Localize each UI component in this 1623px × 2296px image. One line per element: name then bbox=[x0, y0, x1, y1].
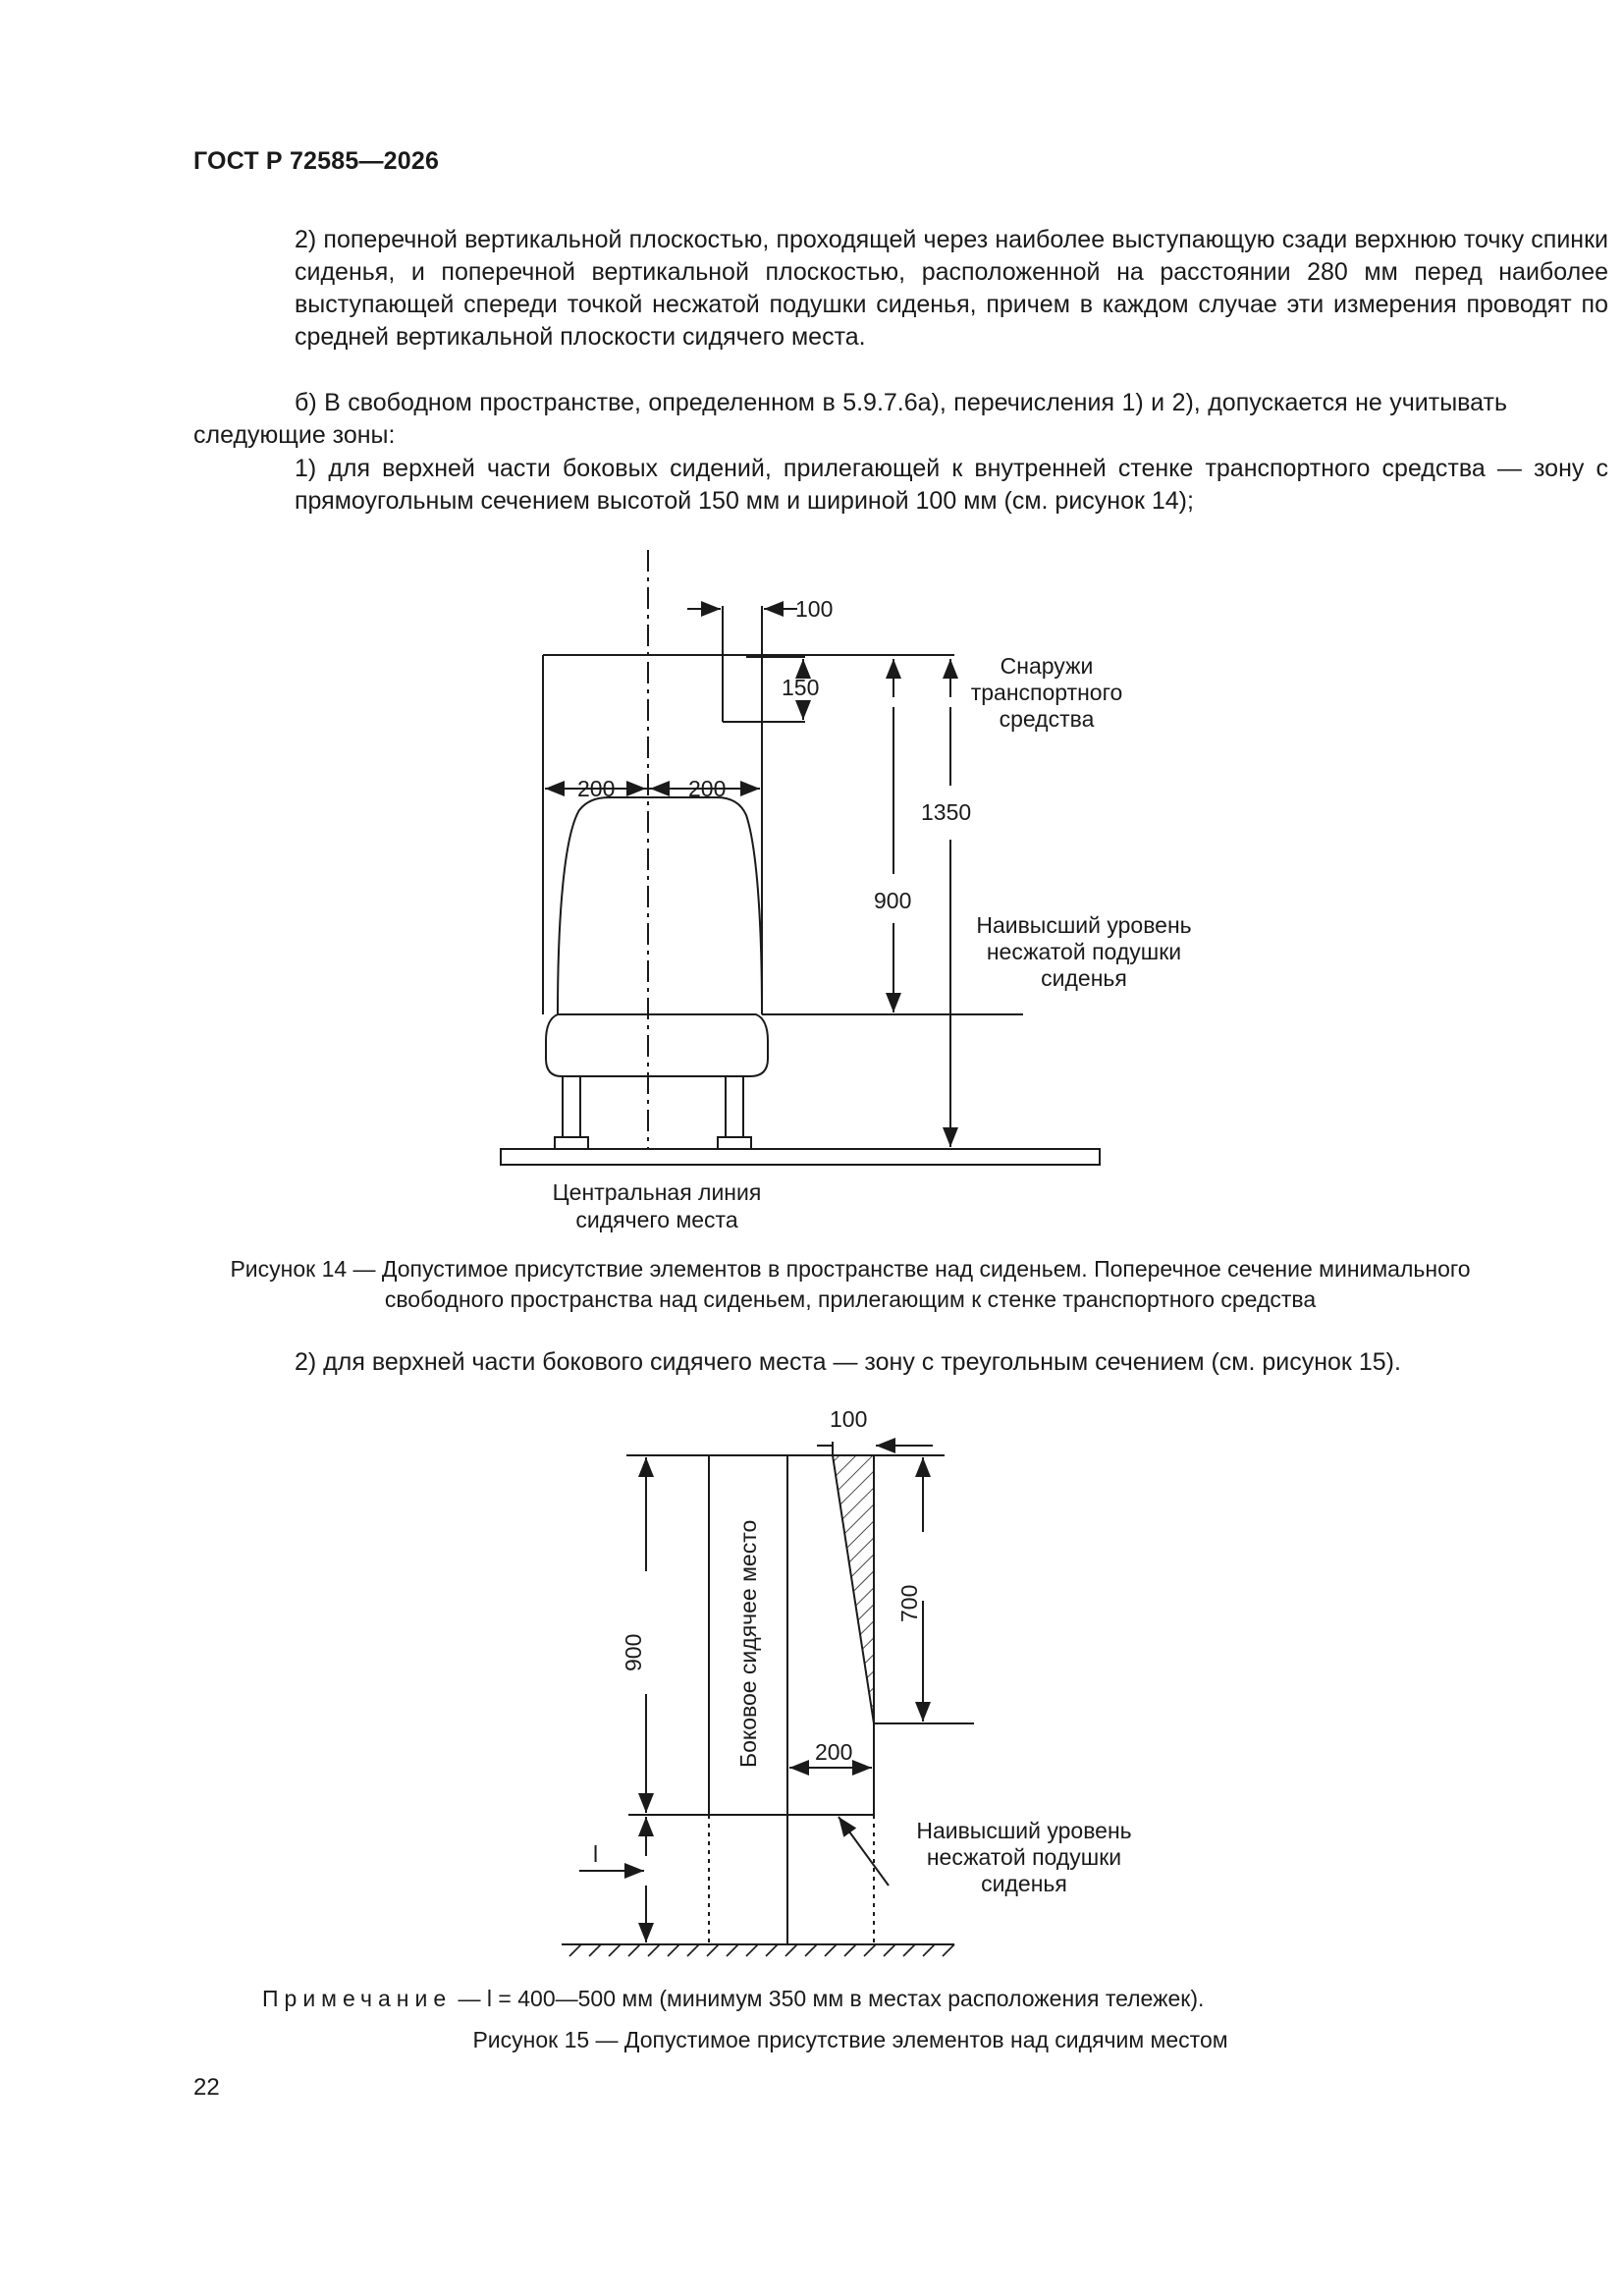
svg-text:транспортного: транспортного bbox=[970, 680, 1123, 705]
figure-15 bbox=[0, 1394, 1623, 1964]
fig15-dim-l: l bbox=[593, 1841, 599, 1867]
seat-back bbox=[558, 797, 762, 1014]
fig14-dim-1350: 1350 bbox=[921, 799, 972, 825]
note-text: — l = 400—500 мм (минимум 350 мм в местах расположения тележек). bbox=[452, 1986, 1205, 2011]
paragraph-rectangular-zone: 1) для верхней части боковых сидений, прилегающей к внутренней стенке транспортного средства — зону с прямоугольным сечением высотой 150 мм и шириной 100 мм (см. рисунок 14); bbox=[295, 455, 1608, 515]
fig14-label-cushion-level bbox=[976, 912, 1191, 991]
figure-15-drawing bbox=[0, 1394, 1623, 1964]
svg-text:сиденья: сиденья bbox=[1041, 965, 1127, 991]
page-number: 22 bbox=[193, 2074, 220, 2101]
svg-text:средства: средства bbox=[999, 706, 1095, 732]
fig14-dim-200-left: 200 bbox=[577, 776, 616, 801]
figure-14-caption: Рисунок 14 — Допустимое присутствие элементов в пространстве над сиденьем. Поперечное сечение минимального свободного пространства над сиденьем, прилегающим к стенке транспортного средства bbox=[230, 1256, 1471, 1312]
seat-leg-right bbox=[726, 1076, 743, 1137]
svg-text:сиденья: сиденья bbox=[981, 1871, 1067, 1896]
fig14-dim-900: 900 bbox=[874, 888, 912, 913]
fig14-dim-200-right: 200 bbox=[688, 776, 727, 801]
svg-text:несжатой подушки: несжатой подушки bbox=[986, 939, 1182, 964]
floor-plate bbox=[501, 1149, 1100, 1165]
fig14-dim-100: 100 bbox=[795, 596, 834, 622]
paragraph-exclusions: б) В свободном пространстве, определенном в 5.9.7.6а), перечисления 1) и 2), допускается не учитывать следующие зоны: bbox=[193, 389, 1507, 449]
seat-foot-right bbox=[718, 1137, 751, 1149]
svg-text:Снаружи: Снаружи bbox=[1000, 653, 1094, 679]
fig15-label-cushion-level bbox=[916, 1818, 1131, 1896]
figure-15-caption: Рисунок 15 — Допустимое присутствие элементов над сидячим местом bbox=[472, 2027, 1228, 2052]
svg-text:Наивысший уровень: Наивысший уровень bbox=[976, 912, 1192, 938]
paragraph-planes: 2) поперечной вертикальной плоскостью, проходящей через наиболее выступающую сзади верхнюю точку спинки сиденья, и поперечной вертикальной плоскостью, расположенной на расстоянии 280 мм перед наиболее выступающей спереди точкой несжатой подушки сиденья, причем в каждом случае эти измерения проводят по средней вертикальной плоскости сидячего места. bbox=[295, 226, 1608, 351]
document-code-header: ГОСТ Р 72585—2026 bbox=[193, 147, 440, 175]
fig15-dim-100: 100 bbox=[830, 1406, 868, 1432]
floor-hatching bbox=[569, 1944, 954, 1956]
svg-text:Центральная линия: Центральная линия bbox=[552, 1179, 762, 1205]
fig14-dim-150: 150 bbox=[782, 675, 820, 700]
figure-15-note bbox=[262, 1984, 1204, 2014]
fig15-label-side-seat: Боковое сидячее место bbox=[735, 1519, 761, 1768]
fig14-label-outside bbox=[971, 653, 1123, 732]
fig15-dim-700: 700 bbox=[896, 1584, 922, 1622]
fig15-dim-900: 900 bbox=[621, 1633, 646, 1671]
seat-cushion bbox=[546, 1014, 768, 1076]
svg-text:несжатой подушки: несжатой подушки bbox=[926, 1844, 1122, 1870]
fig14-label-centerline bbox=[553, 1179, 762, 1232]
note-label: Примечание bbox=[262, 1986, 453, 2011]
seat-foot-left bbox=[555, 1137, 588, 1149]
fig15-dim-200: 200 bbox=[815, 1739, 853, 1765]
paragraph-triangular-zone: 2) для верхней части бокового сидячего места — зону с треугольным сечением (см. рисунок 15). bbox=[295, 1348, 1401, 1376]
svg-text:сидячего места: сидячего места bbox=[575, 1207, 738, 1232]
seat-leg-left bbox=[563, 1076, 580, 1137]
svg-text:Наивысший уровень: Наивысший уровень bbox=[916, 1818, 1132, 1843]
hatched-triangle-zone bbox=[833, 1455, 874, 1723]
figure-14-drawing bbox=[0, 540, 1623, 1247]
figure-14 bbox=[0, 540, 1623, 1247]
